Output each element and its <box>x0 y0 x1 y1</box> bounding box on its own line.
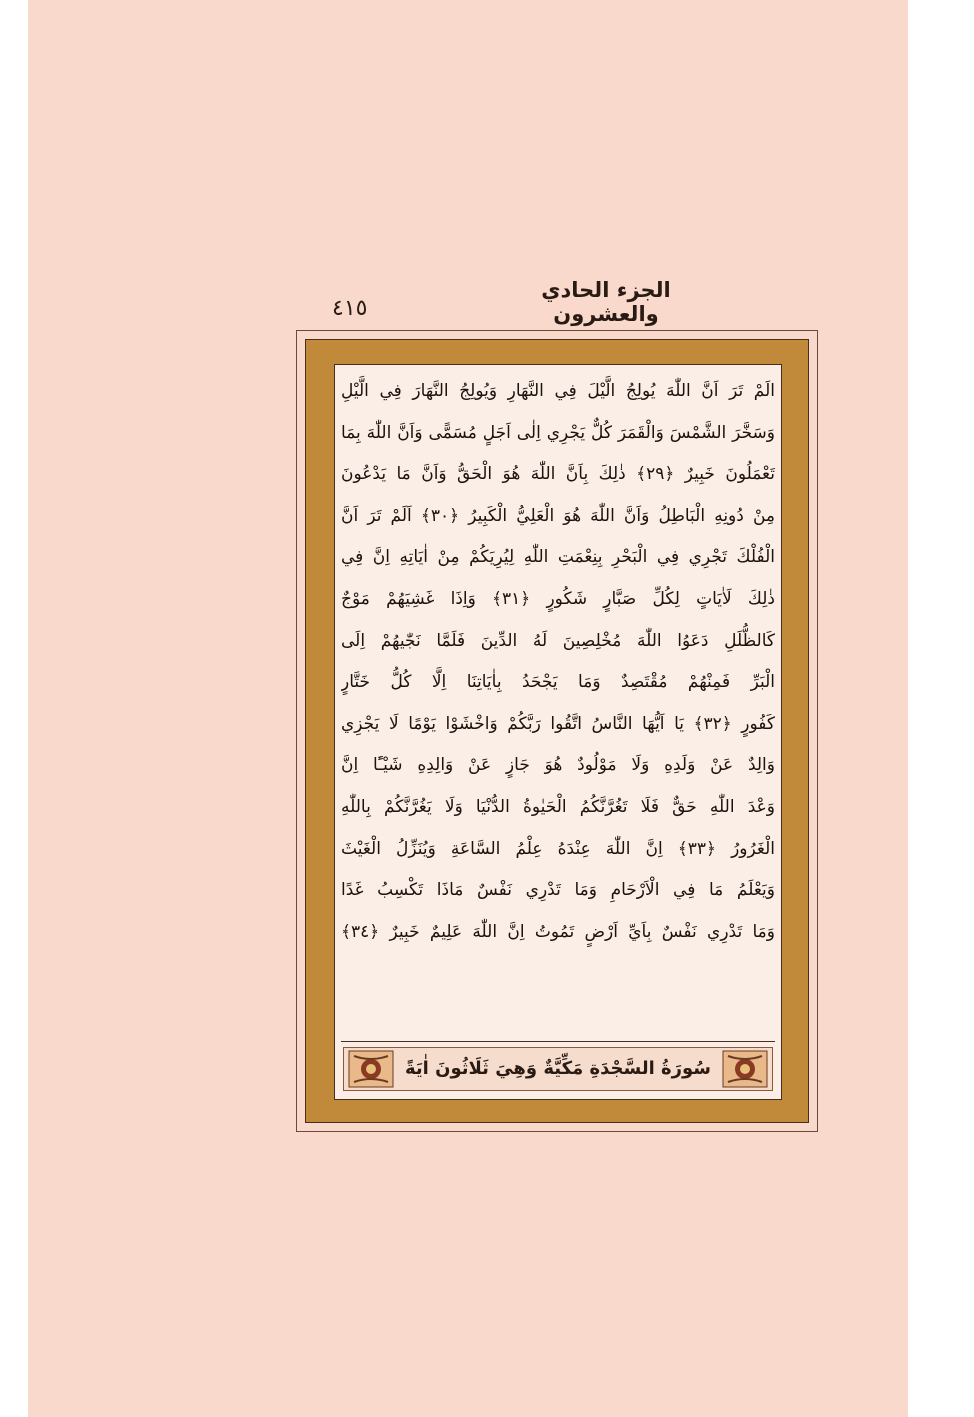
verse-line: وَسَخَّرَ الشَّمْسَ وَالْقَمَرَ كُلٌّ يَجْرِي اِلٰى اَجَلٍ مُسَمًّى وَاَنَّ اللّٰهَ بِمَا <box>341 422 775 443</box>
verse-line: كَفُورٍ ﴿٣٢﴾ يَا اَيُّهَا النَّاسُ اتَّقُوا رَبَّكُمْ وَاخْشَوْا يَوْمًا لَا يَجْزِي <box>341 713 775 734</box>
verse-text-block <box>341 371 775 1039</box>
verse-line: الَمْ تَرَ اَنَّ اللّٰهَ يُولِجُ الَّيْلَ فِي النَّهَارِ وَيُولِجُ النَّهَارَ فِي الَّيْلِ <box>341 381 775 401</box>
floral-ornament-icon <box>722 1050 768 1088</box>
verse-line: كَالظُّلَلِ دَعَوُا اللّٰهَ مُخْلِصِينَ لَهُ الدِّينَ فَلَمَّا نَجّٰيهُمْ اِلَى <box>341 630 775 651</box>
verse-line: وَيَعْلَمُ مَا فِي الْاَرْحَامِ وَمَا تَدْرِي نَفْسٌ مَاذَا تَكْسِبُ غَدًا <box>341 880 775 901</box>
verse-line: تَعْمَلُونَ خَبِيرٌ ﴿٢٩﴾ ذٰلِكَ بِاَنَّ اللّٰهَ هُوَ الْحَقُّ وَاَنَّ مَا يَدْعُونَ <box>341 464 775 485</box>
verse-line: وَمَا تَدْرِي نَفْسٌ بِاَيِّ اَرْضٍ تَمُوتُ اِنَّ اللّٰهَ عَلِيمٌ خَبِيرٌ ﴿٣٤﴾ <box>341 921 775 942</box>
verse-line: الْبَرِّ فَمِنْهُمْ مُقْتَصِدٌ وَمَا يَجْحَدُ بِاٰيَاتِنَا اِلَّا كُلُّ خَتَّارٍ <box>341 672 775 693</box>
divider-rule <box>341 1041 775 1042</box>
verse-line: الْفُلْكَ تَجْرِي فِي الْبَحْرِ بِنِعْمَتِ اللّٰهِ لِيُرِيَكُمْ مِنْ اٰيَاتِهِ اِنَّ فِي <box>341 547 775 568</box>
text-panel <box>334 364 782 1100</box>
verse-line: وَعْدَ اللّٰهِ حَقٌّ فَلَا تَغُرَّنَّكُمُ الْحَيٰوةُ الدُّنْيَا وَلَا يَغُرَّنَّكُمْ بِاللّٰهِ <box>341 796 775 817</box>
verse-line: وَالِدٌ عَنْ وَلَدِهِ وَلَا مَوْلُودٌ هُوَ جَازٍ عَنْ وَالِدِهِ شَيْـًٔا اِنَّ <box>341 755 775 776</box>
surah-title: سُورَةُ السَّجْدَةِ مَكِّيَّةٌ وَهِيَ ثَلَاثُونَ اٰيَةً <box>405 1058 711 1079</box>
verse-line: ذٰلِكَ لَاٰيَاتٍ لِكُلِّ صَبَّارٍ شَكُورٍ ﴿٣١﴾ وَاِذَا غَشِيَهُمْ مَوْجٌ <box>341 588 775 609</box>
floral-ornament-icon <box>348 1050 394 1088</box>
page-number: ٤١٥ <box>332 296 368 321</box>
verse-line: مِنْ دُونِهِ الْبَاطِلُ وَاَنَّ اللّٰهَ هُوَ الْعَلِيُّ الْكَبِيرُ ﴿٣٠﴾ اَلَمْ تَرَ اَنَّ <box>341 505 775 526</box>
running-head: الجزء الحادي والعشرون <box>541 278 671 326</box>
verse-line: الْغَرُورُ ﴿٣٣﴾ اِنَّ اللّٰهَ عِنْدَهُ عِلْمُ السَّاعَةِ وَيُنَزِّلُ الْغَيْثَ <box>341 838 775 859</box>
surah-header-band <box>343 1047 773 1091</box>
